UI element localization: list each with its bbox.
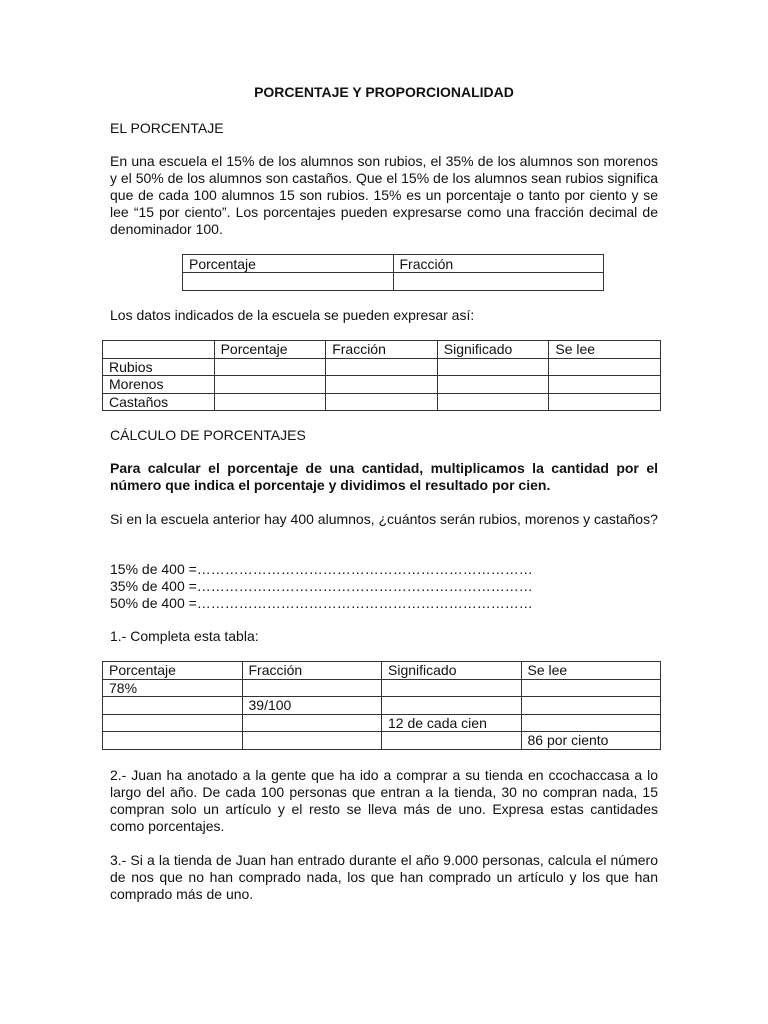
- table-cell: [382, 679, 522, 697]
- table-cell: [242, 714, 382, 732]
- empty-cell: [393, 273, 604, 291]
- empty-cell: [437, 393, 549, 411]
- table-cell: [521, 697, 661, 715]
- table-row: [103, 376, 661, 394]
- exercise-3-paragraph: 3.- Si a la tienda de Juan han entrado durante el año 9.000 personas, calcula el número de nos que no han comprado nada, los que han comprado un artículo y los que han comprado más de uno.: [110, 852, 658, 902]
- table-row: [103, 714, 661, 732]
- table-row: [103, 358, 661, 376]
- table-school-data: [102, 340, 661, 411]
- table-cell: 12 de cada cien: [382, 714, 522, 732]
- header-cell: [103, 341, 215, 359]
- table-cell: [382, 732, 522, 750]
- table-header-row: [103, 662, 661, 680]
- header-cell: Porcentaje: [214, 341, 326, 359]
- header-cell: Fracción: [393, 255, 604, 273]
- row-label: Rubios: [103, 358, 215, 376]
- table-cell: [521, 714, 661, 732]
- intro-paragraph: En una escuela el 15% de los alumnos son rubios, el 35% de los alumnos son morenos y el 50% de los alumnos son castaños. Que el 15% de los alumnos sean rubios significa que de cada 100 alumnos 15 son rubios. 15% es un porcentaje o tanto por ciento y se lee “15 por ciento”. Los porcentajes pueden expresarse como una fracción decimal de denominador 100.: [110, 153, 658, 237]
- row-label: Castaños: [103, 393, 215, 411]
- exercise-1-table: [102, 661, 661, 750]
- header-cell: Significado: [437, 341, 549, 359]
- table-row: [103, 732, 661, 750]
- table-porcentaje-fraccion: [182, 254, 604, 291]
- empty-cell: [437, 358, 549, 376]
- empty-cell: [437, 376, 549, 394]
- header-cell: Fracción: [242, 662, 382, 680]
- table-cell: [242, 679, 382, 697]
- table-cell: [382, 697, 522, 715]
- exercise-1-label: 1.- Completa esta tabla:: [110, 628, 259, 644]
- header-cell: Fracción: [326, 341, 438, 359]
- empty-cell: [326, 376, 438, 394]
- empty-cell: [549, 393, 661, 411]
- empty-cell: [214, 376, 326, 394]
- row-label: Morenos: [103, 376, 215, 394]
- rule-paragraph: Para calcular el porcentaje de una cantidad, multiplicamos la cantidad por el número que indica el porcentaje y dividimos el resultado por cien.: [110, 460, 658, 493]
- empty-cell: [326, 393, 438, 411]
- table-cell: 39/100: [242, 697, 382, 715]
- empty-cell: [214, 358, 326, 376]
- table-row: [183, 273, 604, 291]
- exercise-2-paragraph: 2.- Juan ha anotado a la gente que ha ido a comprar a su tienda en ccochaccasa a lo largo del año. De cada 100 personas que entran a la tienda, 30 no compran nada, 15 compran solo un artículo y el resto se lleva más de uno. Expresa estas cantidades como porcentajes.: [110, 767, 658, 834]
- empty-cell: [214, 393, 326, 411]
- question-paragraph: Si en la escuela anterior hay 400 alumnos, ¿cuántos serán rubios, morenos y castaños?: [110, 511, 658, 527]
- table-cell: 78%: [103, 679, 243, 697]
- calc-line: 50% de 400 =………………………………………………………………: [110, 595, 533, 611]
- table-cell: [103, 697, 243, 715]
- section-heading-calculo: CÁLCULO DE PORCENTAJES: [110, 427, 306, 443]
- header-cell: Se lee: [521, 662, 661, 680]
- empty-cell: [549, 376, 661, 394]
- empty-cell: [326, 358, 438, 376]
- table-row: [103, 679, 661, 697]
- header-cell: Significado: [382, 662, 522, 680]
- table-cell: [103, 732, 243, 750]
- section-heading-porcentaje: EL PORCENTAJE: [110, 120, 224, 136]
- table-header-row: [183, 255, 604, 273]
- calc-line: 35% de 400 =………………………………………………………………: [110, 578, 533, 594]
- table-row: [103, 697, 661, 715]
- table-cell: [103, 714, 243, 732]
- table-header-row: [103, 341, 661, 359]
- page-title: PORCENTAJE Y PROPORCIONALIDAD: [254, 84, 514, 100]
- table-cell: [521, 679, 661, 697]
- empty-cell: [183, 273, 394, 291]
- header-cell: Porcentaje: [103, 662, 243, 680]
- school-data-intro: Los datos indicados de la escuela se pueden expresar así:: [110, 307, 475, 323]
- table-row: [103, 393, 661, 411]
- table-cell: 86 por ciento: [521, 732, 661, 750]
- calc-line: 15% de 400 =………………………………………………………………: [110, 561, 533, 577]
- header-cell: Se lee: [549, 341, 661, 359]
- header-cell: Porcentaje: [183, 255, 394, 273]
- table-cell: [242, 732, 382, 750]
- empty-cell: [549, 358, 661, 376]
